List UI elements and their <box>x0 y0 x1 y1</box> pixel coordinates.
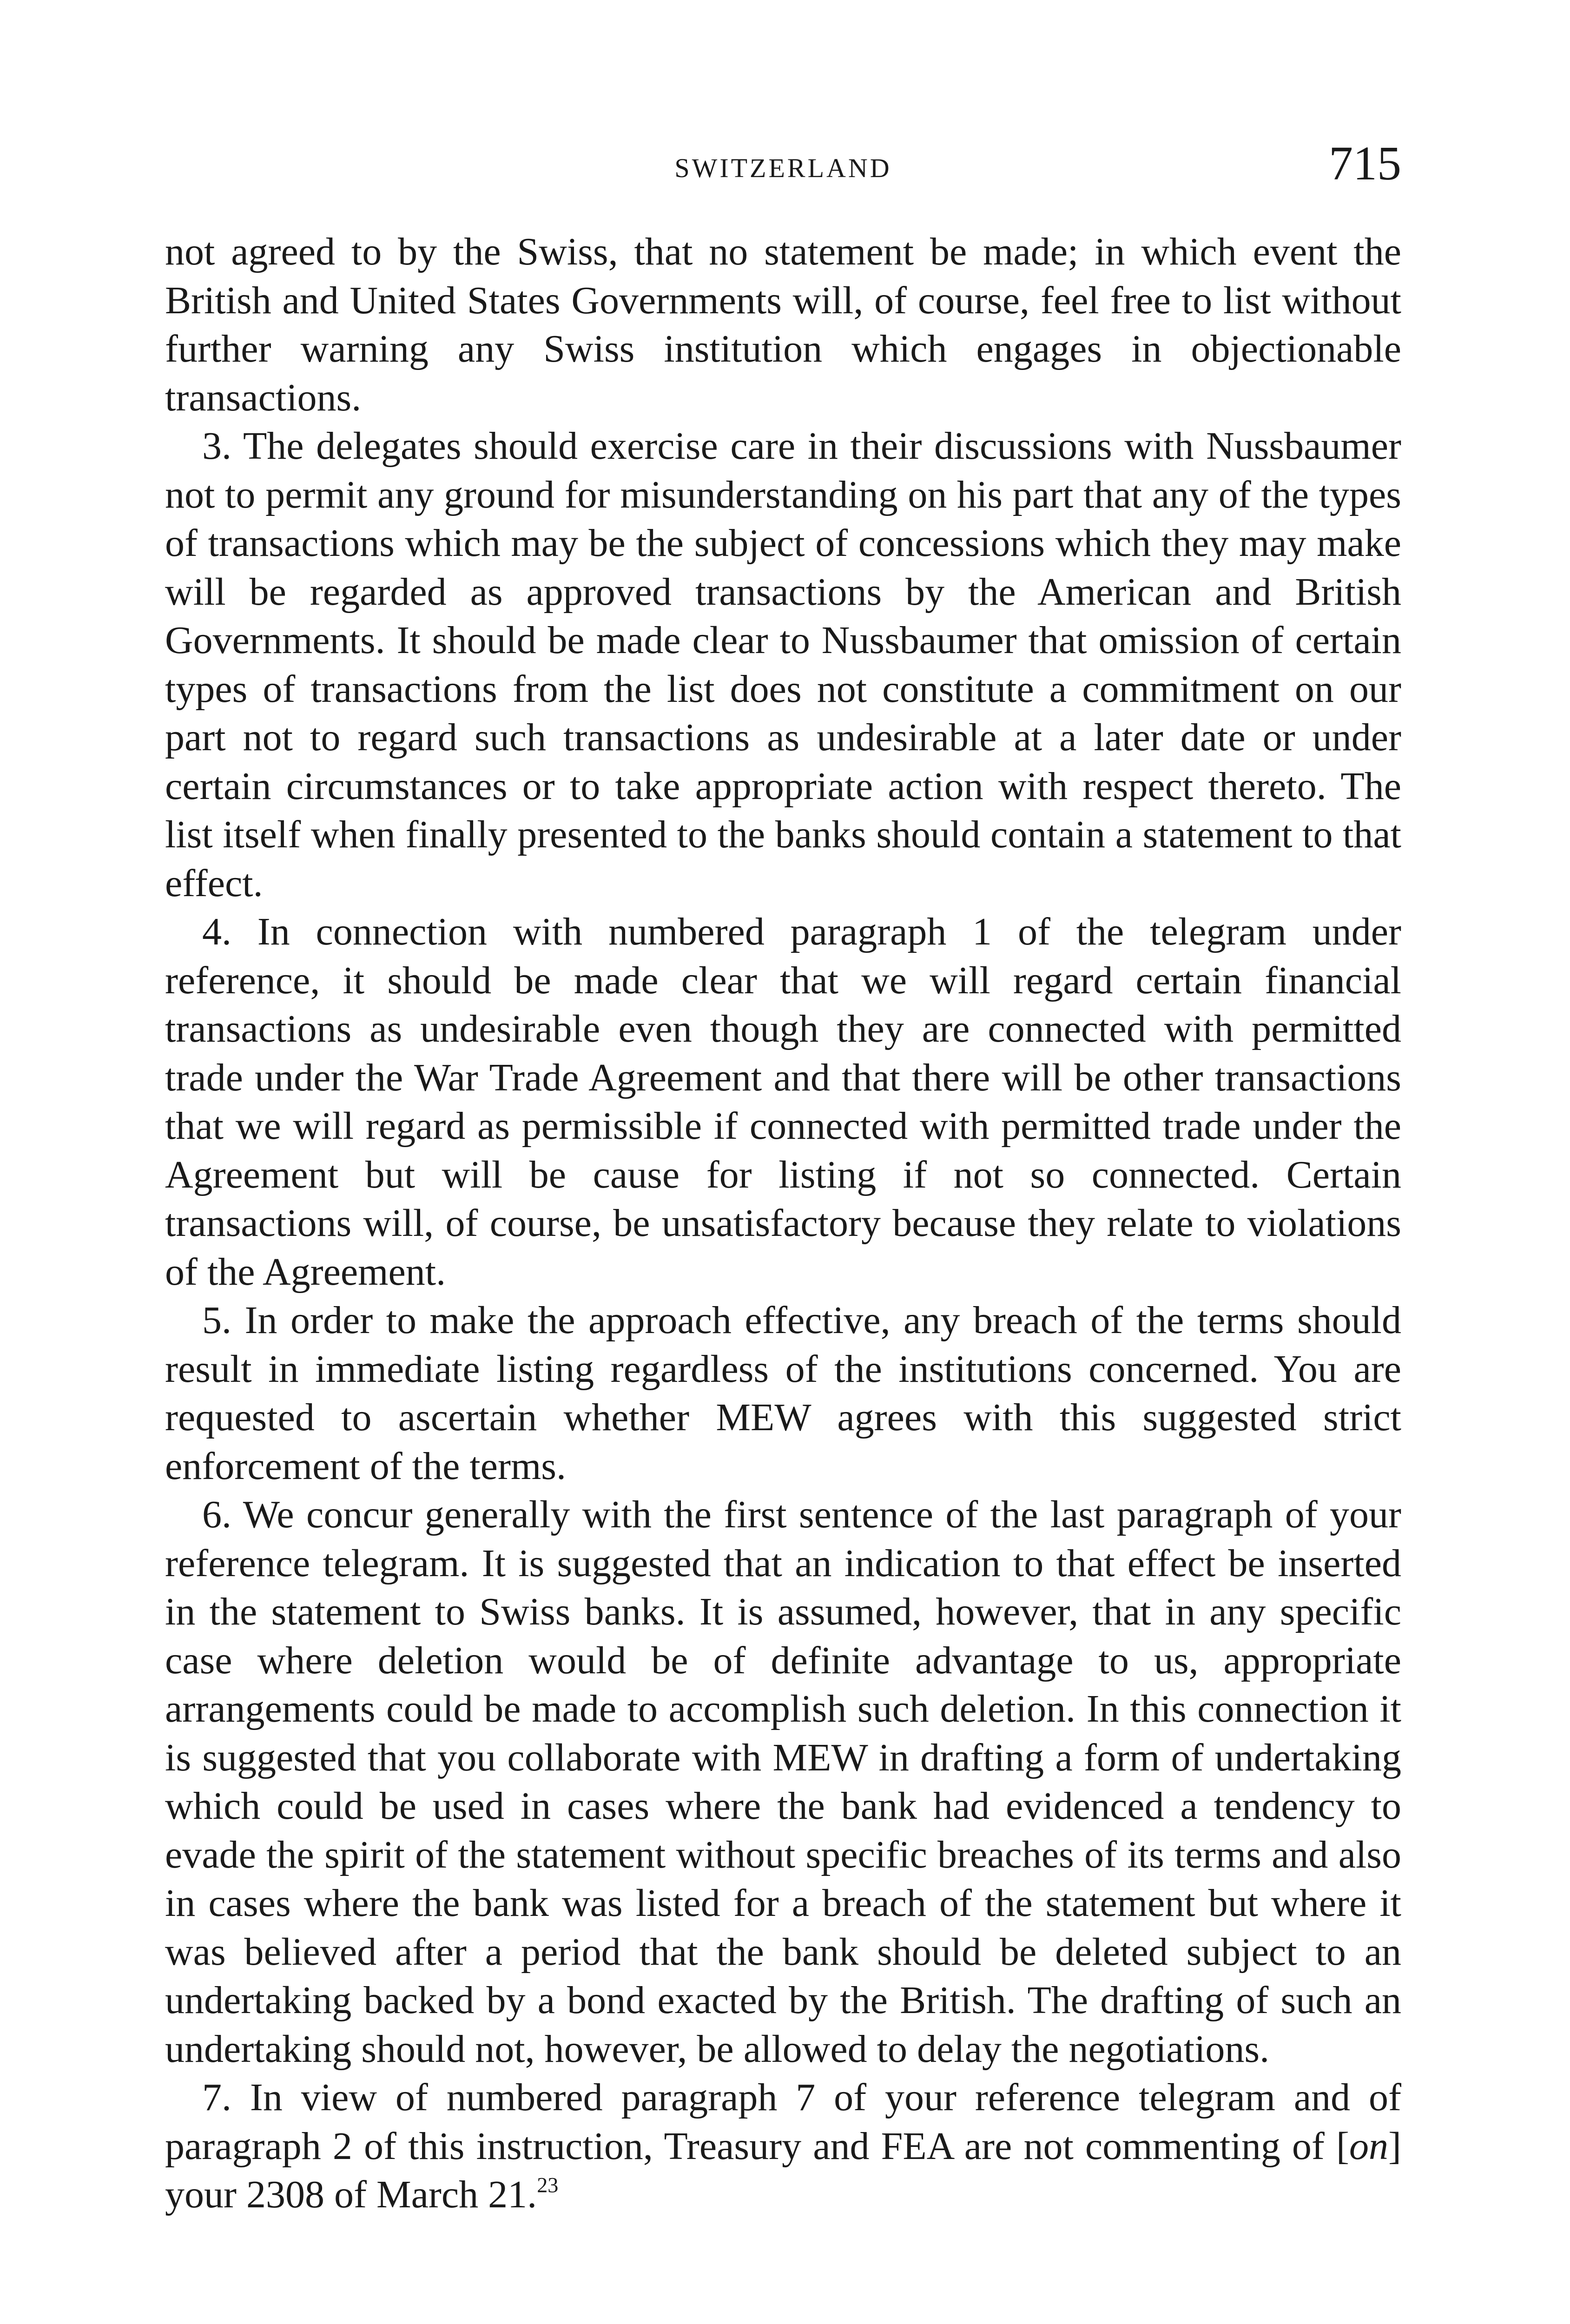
body-text <box>165 228 1401 2219</box>
paragraph-7 <box>165 2073 1401 2219</box>
paragraph-3: 3. The delegates should exercise care in their discussions with Nussbaumer not to permit any ground for misunderstanding on his part that any of the types of transactions which may be the subject of concessions which they may make will be regarded as approved transactions by the American and British Governments. It should be made clear to Nussbaumer that omission of certain types of transactions from the list does not constitute a commitment on our part not to regard such transactions as undesirable at a later date or under certain circumstances or to take appropriate action with respect thereto. The list itself when finally presented to the banks should contain a statement to that effect. <box>165 424 1401 905</box>
running-title: SWITZERLAND <box>674 153 892 183</box>
footnote-reference: 23 <box>537 2173 559 2197</box>
paragraph-7-text-end: ] your 2308 of March 21. <box>165 2124 1401 2216</box>
paragraph-7-text-start: 7. In view of numbered paragraph 7 of your reference telegram and of paragraph 2 of this instruction, Treasury and FEA are not commenting of [ <box>165 2076 1401 2168</box>
paragraph-continued: not agreed to by the Swiss, that no statement be made; in which event the British and United States Governments will, of course, feel free to list without further warning any Swiss institution which engages in objectionable transactions. <box>165 230 1401 419</box>
running-head <box>165 139 1401 205</box>
paragraph-7-bracket-word: on <box>1349 2124 1389 2168</box>
paragraph-4: 4. In connection with numbered paragraph 1 of the telegram under reference, it should be made clear that we will regard certain financial transactions as undesirable even though they are connected with permitted trade under the War Trade Agreement and that there will be other transactions that we will regard as permissible if connected with permitted trade under the Agreement but will be cause for listing if not so connected. Certain transactions will, of course, be unsatisfactory because they relate to violations of the Agreement. <box>165 910 1401 1294</box>
paragraph-6: 6. We concur generally with the first sentence of the last paragraph of your reference telegram. It is suggested that an indication to that effect be inserted in the statement to Swiss banks. It is assumed, however, that in any specific case where deletion would be of definite advantage to us, appropriate arrangements could be made to accomplish such deletion. In this connection it is suggested that you collaborate with MEW in drafting a form of undertaking which could be used in cases where the bank had evidenced a tendency to evade the spirit of the statement without specific breaches of its terms and also in cases where the bank was listed for a breach of the statement but where it was believed after a period that the bank should be deleted subject to an undertaking backed by a bond exacted by the British. The drafting of such an undertaking should not, however, be allowed to delay the negotiations. <box>165 1493 1401 2071</box>
page-number: 715 <box>1329 137 1401 190</box>
paragraph-5: 5. In order to make the approach effective, any breach of the terms should result in immediate listing regardless of the institutions concerned. You are requested to ascertain whether MEW agrees with this suggested strict enforcement of the terms. <box>165 1299 1401 1488</box>
